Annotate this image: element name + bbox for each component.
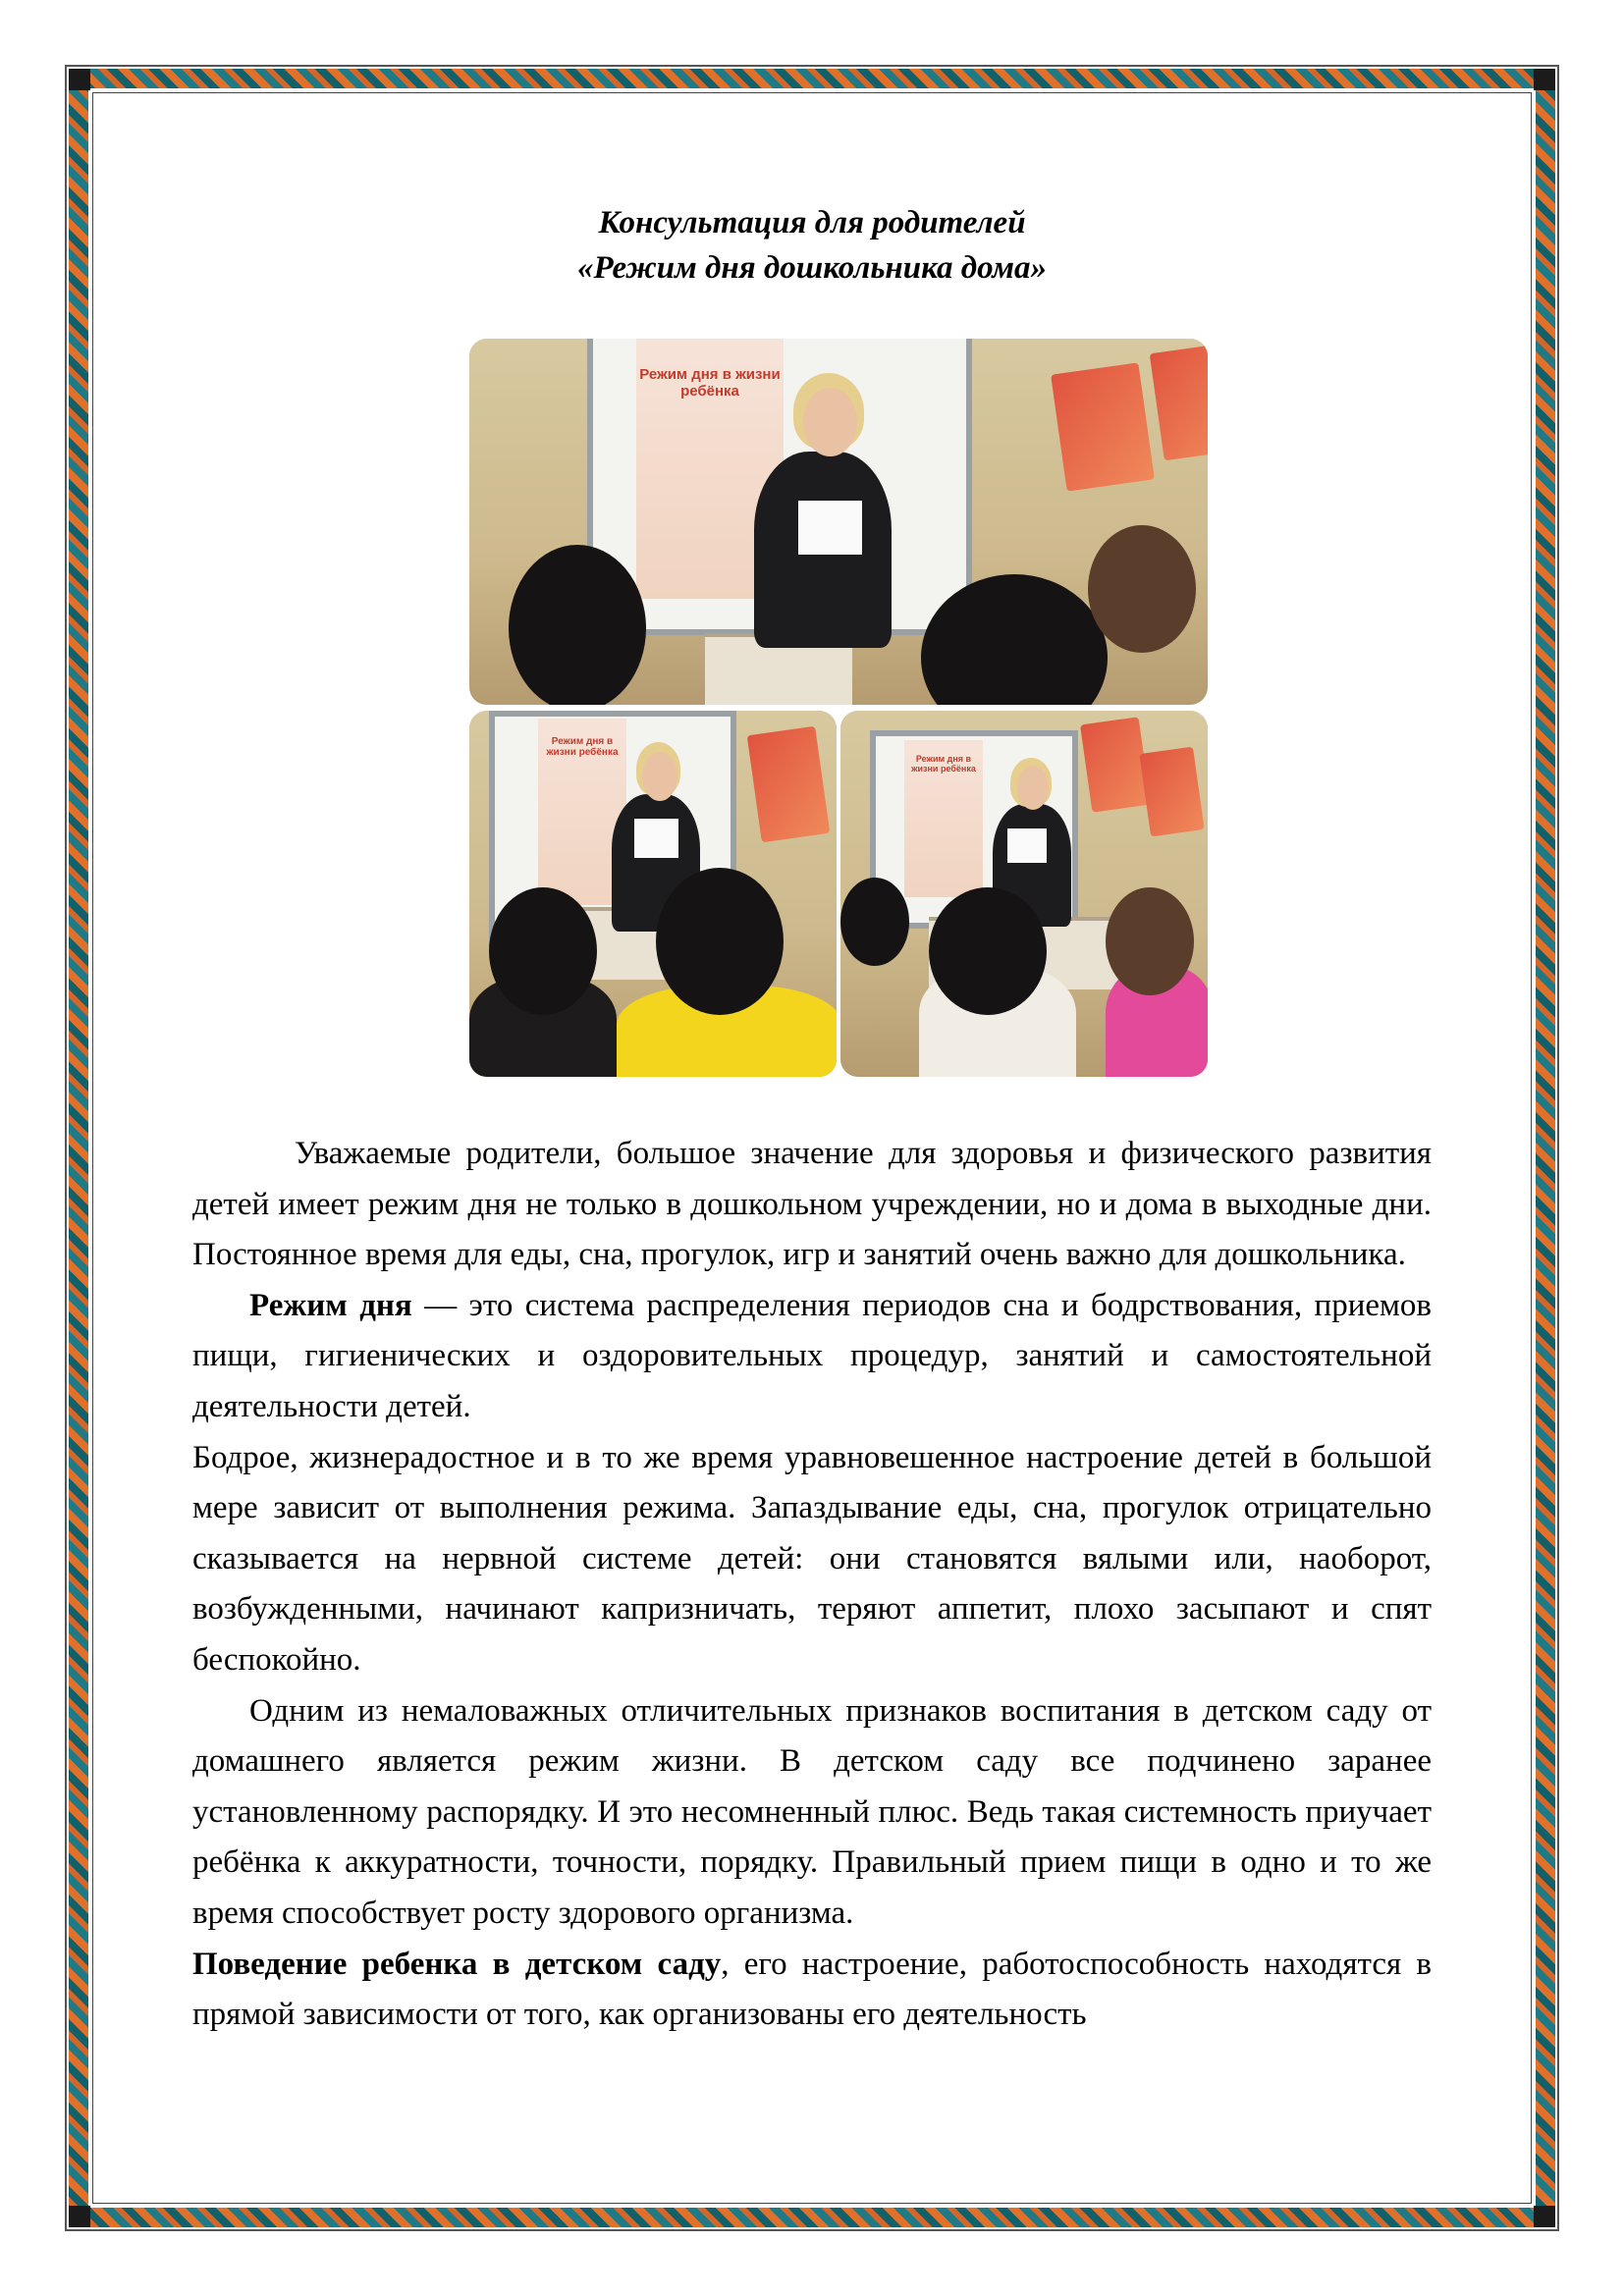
- audience-member: [1088, 525, 1196, 653]
- paragraph-intro: Уважаемые родители, большое значение для здоровья и физического развития детей имеет режим дня не только в дошкольном учреждении, но и дома в выходные дни. Постоянное время для еды, сна, прогулок, игр и занятий очень важно для дошкольника.: [192, 1136, 1432, 1273]
- corner-ornament: [1534, 69, 1555, 90]
- wall-decoration: [1139, 747, 1204, 837]
- photo-bottom-left: [469, 711, 837, 1077]
- wall-decoration: [747, 726, 831, 843]
- paper-sheet: [634, 819, 678, 858]
- corner-ornament: [69, 2206, 90, 2227]
- speaker-face: [642, 752, 677, 801]
- audience-member: [1106, 887, 1194, 995]
- photo-bottom-right: [840, 711, 1208, 1077]
- paragraph-behavior: [192, 1940, 1432, 2041]
- audience-member: [929, 887, 1047, 1015]
- corner-ornament: [69, 69, 90, 90]
- definition-text: — это система распределения периодов сна и бодрствования, приемов пищи, гигиенических и оздоровительных процедур, занятий и самостоятельной деятельности детей.: [192, 1287, 1432, 1424]
- paragraph-kindergarten: Одним из немаловажных отличительных признаков воспитания в детском саду от домашнего является режим жизни. В детском саду все подчинено заранее установленному распорядку. И это несомненный плюс. Ведь такая системность приучает ребёнка к аккуратности, точности, порядку. Правильный прием пищи в одно и то же время способствует росту здорового организма.: [192, 1692, 1432, 1931]
- presentation-slide: [904, 740, 983, 897]
- wall-decoration: [1051, 362, 1155, 491]
- corner-ornament: [1534, 2206, 1555, 2227]
- photo-top: [469, 339, 1208, 705]
- speaker-face: [1017, 766, 1049, 810]
- audience-member: [509, 545, 646, 705]
- page-title: Консультация для родителей: [598, 205, 1026, 240]
- audience-member: [489, 887, 597, 1015]
- slide-title: Режим дня в жизни ребёнка: [639, 366, 781, 400]
- term-regime: Режим дня: [249, 1287, 412, 1323]
- audience-member: [656, 868, 784, 1015]
- paper-sheet: [798, 501, 862, 555]
- paper-sheet: [1007, 828, 1047, 863]
- article-body: [192, 1129, 1432, 2041]
- speaker-face: [803, 388, 857, 456]
- slide-title: Режим дня в жизни ребёнка: [911, 754, 976, 774]
- paragraph-definition: [192, 1281, 1432, 1433]
- slide-title: Режим дня в жизни ребёнка: [546, 736, 619, 758]
- term-behavior: Поведение ребенка в детском саду: [192, 1946, 722, 1982]
- paragraph-mood: Бодрое, жизнерадостное и в то же время уравновешенное настроение детей в большой мере зависит от выполнения режима. Запаздывание еды, сна, прогулок отрицательно сказывается на нервной системе детей: они становятся вялыми или, наоборот, возбужденными, начинают капризничать, теряют аппетит, плохо засыпают и спят беспокойно.: [192, 1439, 1432, 1678]
- audience-member: [840, 878, 909, 966]
- page-subtitle: «Режим дня дошкольника дома»: [577, 250, 1047, 286]
- behavior-text: , его настроение, работоспособность находятся в прямой зависимости от того, как организованы его деятельность: [192, 1946, 1432, 2033]
